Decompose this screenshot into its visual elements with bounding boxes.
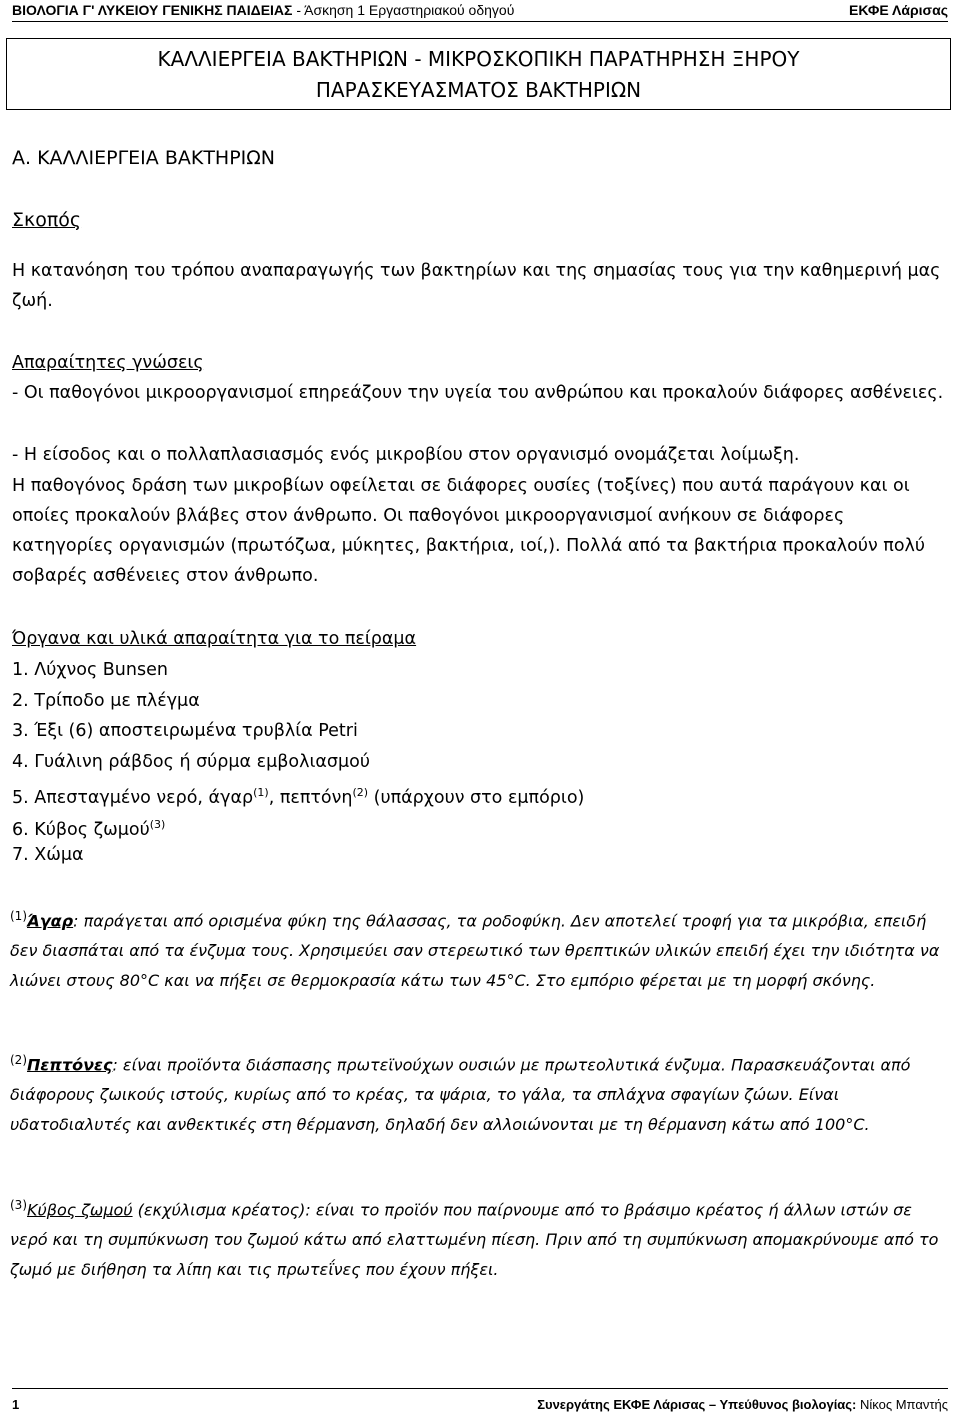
- header-left: [12, 2, 514, 18]
- material-item-5-ref-2: (2): [352, 786, 369, 799]
- footnote-3: [10, 1190, 950, 1285]
- footnote-2-term: Πεπτόνες: [27, 1055, 113, 1075]
- footnote-2-text: : είναι προϊόντα διάσπασης πρωτεϊνούχων ουσιών με πρωτεολυτικά ένζυμα. Παρασκευάζονται από διάφορους ζωικούς ιστούς, κυρίως από το κρέας, τα ψάρια, το γάλα, τα σπλάχνα σφαγίων ζώων. Είναι υδατοδιαλυτές και ανθεκτικές στη θέρμανση, δηλαδή δεν αλλοιώνονται με τη θέρμανση κάτω από 100°C.: [10, 1055, 911, 1135]
- title-line-2: ΠΑΡΑΣΚΕΥΑΣΜΑΤΟΣ ΒΑΚΤΗΡΙΩΝ: [315, 78, 642, 102]
- footnote-2: [10, 1045, 950, 1140]
- footnote-1-term: Άγαρ: [27, 911, 74, 931]
- knowledge-line-1: - Οι παθογόνοι μικροοργανισμοί επηρεάζουν την υγεία του ανθρώπου και προκαλούν διάφορες ασθένειες.: [12, 383, 944, 403]
- footer-credit: [537, 1397, 948, 1412]
- title-line-1: ΚΑΛΛΙΕΡΓΕΙΑ ΒΑΚΤΗΡΙΩΝ - ΜΙΚΡΟΣΚΟΠΙΚΗ ΠΑΡΑΤΗΡΗΣΗ ΞΗΡΟΥ: [157, 47, 800, 71]
- section-a-heading: Α. ΚΑΛΛΙΕΡΓΕΙΑ ΒΑΚΤΗΡΙΩΝ: [12, 147, 276, 169]
- aim-heading: [12, 205, 948, 235]
- page-number: 1: [12, 1397, 20, 1412]
- materials-heading: [12, 624, 948, 654]
- page-footer: [12, 1388, 948, 1413]
- footnote-1-text: : παράγεται από ορισμένα φύκη της θάλασσας, τα ροδοφύκη. Δεν αποτελεί τροφή για τα μικρόβια, επειδή δεν διασπάται από τα ένζυμα τους. Χρησιμεύει σαν στερεωτικό των θρεπτικών υλικών επειδή έχει την ιδιότητα να λιώνει στους 80°C και να πήξει σε θερμοκρασία κάτω των 45°C. Στο εμπόριο φέρεται με τη μορφή σκόνης.: [10, 911, 940, 991]
- material-item-6-ref: (3): [149, 818, 166, 831]
- materials-heading-text: Όργανα και υλικά απαραίτητα για το πείραμα: [12, 629, 417, 649]
- material-item-3: 3. Έξι (6) αποστειρωμένα τρυβλία Petri: [12, 721, 358, 741]
- knowledge-paragraph: Η παθογόνος δράση των μικροβίων οφείλεται σε διάφορες ουσίες (τοξίνες) που αυτά παράγουν και οι οποίες προκαλούν βλάβες στον άνθρωπο. Οι παθογόνοι μικροοργανισμοί ανήκουν σε διάφορες κατηγορίες οργανισμών (πρωτόζωα, μύκητες, βακτήρια, ιοί,). Πολλά από τα βακτήρια προκαλούν πολύ σοβαρές ασθένειες στον άνθρωπο.: [12, 476, 926, 586]
- header-course: ΒΙΟΛΟΓΙΑ Γ' ΛΥΚΕΙΟΥ ΓΕΝΙΚΗΣ ΠΑΙΔΕΙΑΣ: [12, 2, 293, 18]
- material-item-7: 7. Χώμα: [12, 845, 84, 865]
- material-item-4: 4. Γυάλινη ράβδος ή σύρμα εμβολιασμού: [12, 752, 370, 772]
- aim-text: Η κατανόηση του τρόπου αναπαραγωγής των βακτηρίων και της σημασίας τους για την καθημερινή μας ζωή.: [12, 261, 941, 311]
- title-box: [6, 38, 951, 110]
- material-item-5-b: , πεπτόνη: [268, 787, 353, 808]
- aim-heading-text: Σκοπός: [12, 209, 82, 231]
- header-exercise: - Άσκηση 1 Εργαστηριακού οδηγού: [292, 2, 515, 18]
- material-item-6-a: 6. Κύβος ζωμού: [12, 819, 150, 840]
- footnote-1: [10, 901, 950, 996]
- knowledge-heading: [12, 348, 948, 378]
- material-item-5: [12, 778, 948, 813]
- footer-credit-name: Νίκος Μπαντής: [856, 1397, 948, 1412]
- material-item-5-c: (υπάρχουν στο εμπόριο): [368, 787, 585, 808]
- header-right: ΕΚΦΕ Λάρισας: [849, 2, 948, 18]
- footnote-3-mark: (3): [10, 1198, 27, 1212]
- footer-credit-role: Συνεργάτης ΕΚΦΕ Λάρισας – Υπεύθυνος βιολογίας:: [537, 1397, 857, 1412]
- footnote-1-mark: (1): [10, 909, 27, 923]
- knowledge-heading-text: Απαραίτητες γνώσεις: [12, 353, 204, 373]
- material-item-5-ref-1: (1): [253, 786, 269, 799]
- footnote-2-mark: (2): [10, 1053, 27, 1067]
- material-item-2: 2. Τρίποδο με πλέγμα: [12, 691, 200, 711]
- footnote-3-term: Κύβος ζωμού: [27, 1200, 133, 1220]
- page-header: [12, 0, 948, 22]
- material-item-1: 1. Λύχνος Bunsen: [12, 660, 168, 680]
- material-item-5-a: 5. Απεσταγμένο νερό, άγαρ: [12, 787, 254, 808]
- knowledge-line-2: - Η είσοδος και ο πολλαπλασιασμός ενός μικροβίου στον οργανισμό ονομάζεται λοίμωξη.: [12, 445, 800, 465]
- footnote-3-text: (εκχύλισμα κρέατος): είναι το προϊόν που παίρνουμε από το βράσιμο κρέατος ή άλλων ιστών σε νερό και τη συμπύκνωση του ζωμού κάτω από ελαττωμένη πίεση. Πριν από τη συμπύκνωση απομακρύνουμε από το ζωμό με διήθηση τα λίπη και τις πρωτεΐνες που έχουν πήξει.: [10, 1200, 939, 1280]
